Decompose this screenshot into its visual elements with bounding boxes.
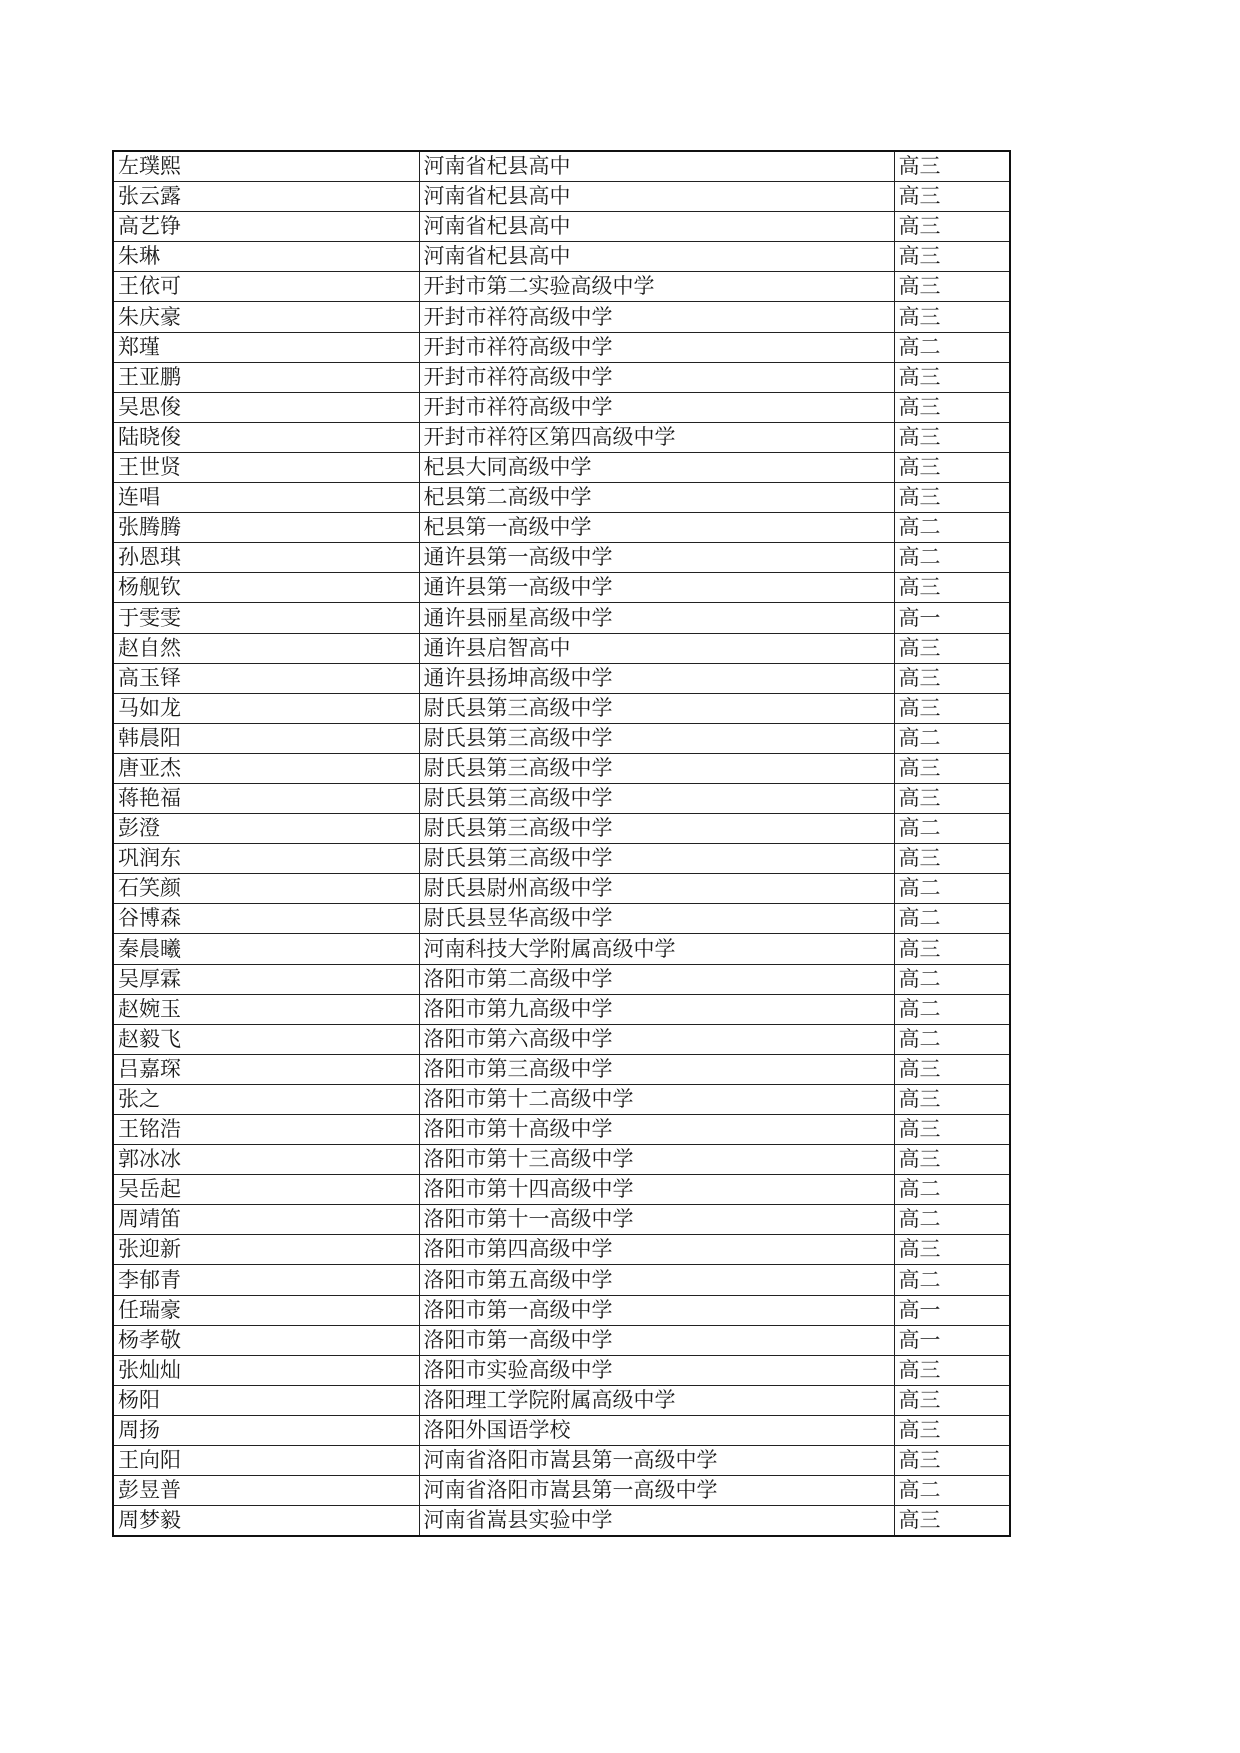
school-name-cell: 洛阳市第九高级中学	[419, 994, 894, 1024]
student-roster-table	[112, 150, 1011, 1537]
student-name-cell: 张之	[113, 1084, 419, 1114]
student-name-cell: 张迎新	[113, 1235, 419, 1265]
school-name-cell: 河南省洛阳市嵩县第一高级中学	[419, 1476, 894, 1506]
grade-cell: 高三	[894, 362, 1010, 392]
grade-cell: 高三	[894, 1115, 1010, 1145]
school-name-cell: 开封市祥符区第四高级中学	[419, 422, 894, 452]
school-name-cell: 开封市第二实验高级中学	[419, 272, 894, 302]
table-row	[113, 1295, 1010, 1325]
table-row	[113, 1175, 1010, 1205]
school-name-cell: 尉氏县昱华高级中学	[419, 904, 894, 934]
student-name-cell: 蒋艳福	[113, 783, 419, 813]
grade-cell: 高三	[894, 1385, 1010, 1415]
student-name-cell: 王依可	[113, 272, 419, 302]
grade-cell: 高三	[894, 573, 1010, 603]
grade-cell: 高二	[894, 814, 1010, 844]
school-name-cell: 洛阳市第五高级中学	[419, 1265, 894, 1295]
table-row	[113, 452, 1010, 482]
school-name-cell: 尉氏县第三高级中学	[419, 753, 894, 783]
student-name-cell: 高玉铎	[113, 663, 419, 693]
grade-cell: 高三	[894, 422, 1010, 452]
student-name-cell: 吕嘉琛	[113, 1054, 419, 1084]
student-name-cell: 郑瑾	[113, 332, 419, 362]
school-name-cell: 河南省杞县高中	[419, 182, 894, 212]
grade-cell: 高三	[894, 1415, 1010, 1445]
student-name-cell: 张云露	[113, 182, 419, 212]
table-row	[113, 302, 1010, 332]
table-row	[113, 633, 1010, 663]
grade-cell: 高三	[894, 182, 1010, 212]
grade-cell: 高三	[894, 1145, 1010, 1175]
table-row	[113, 1084, 1010, 1114]
student-name-cell: 王铭浩	[113, 1115, 419, 1145]
school-name-cell: 洛阳理工学院附属高级中学	[419, 1385, 894, 1415]
table-row	[113, 1355, 1010, 1385]
school-name-cell: 洛阳市第十高级中学	[419, 1115, 894, 1145]
grade-cell: 高三	[894, 151, 1010, 182]
student-name-cell: 高艺铮	[113, 212, 419, 242]
school-name-cell: 河南省洛阳市嵩县第一高级中学	[419, 1446, 894, 1476]
grade-cell: 高二	[894, 1265, 1010, 1295]
grade-cell: 高三	[894, 663, 1010, 693]
grade-cell: 高三	[894, 1355, 1010, 1385]
table-row	[113, 272, 1010, 302]
grade-cell: 高三	[894, 392, 1010, 422]
student-name-cell: 秦晨曦	[113, 934, 419, 964]
table-row	[113, 1506, 1010, 1537]
table-row	[113, 483, 1010, 513]
grade-cell: 高三	[894, 212, 1010, 242]
table-row	[113, 844, 1010, 874]
school-name-cell: 通许县第一高级中学	[419, 573, 894, 603]
school-name-cell: 河南省杞县高中	[419, 242, 894, 272]
student-name-cell: 马如龙	[113, 693, 419, 723]
school-name-cell: 通许县丽星高级中学	[419, 603, 894, 633]
student-name-cell: 连唱	[113, 483, 419, 513]
school-name-cell: 通许县启智高中	[419, 633, 894, 663]
table-row	[113, 964, 1010, 994]
school-name-cell: 洛阳市第十一高级中学	[419, 1205, 894, 1235]
table-row	[113, 663, 1010, 693]
table-row	[113, 242, 1010, 272]
table-row	[113, 753, 1010, 783]
student-name-cell: 杨舰钦	[113, 573, 419, 603]
student-name-cell: 赵自然	[113, 633, 419, 663]
table-row	[113, 543, 1010, 573]
table-row	[113, 994, 1010, 1024]
student-name-cell: 王亚鹏	[113, 362, 419, 392]
grade-cell: 高三	[894, 693, 1010, 723]
table-row	[113, 151, 1010, 182]
school-name-cell: 尉氏县第三高级中学	[419, 723, 894, 753]
table-row	[113, 1385, 1010, 1415]
student-name-cell: 彭昱普	[113, 1476, 419, 1506]
school-name-cell: 开封市祥符高级中学	[419, 362, 894, 392]
school-name-cell: 洛阳市第一高级中学	[419, 1325, 894, 1355]
school-name-cell: 开封市祥符高级中学	[419, 332, 894, 362]
table-row	[113, 934, 1010, 964]
school-name-cell: 洛阳市第六高级中学	[419, 1024, 894, 1054]
school-name-cell: 洛阳市第四高级中学	[419, 1235, 894, 1265]
grade-cell: 高二	[894, 1476, 1010, 1506]
school-name-cell: 尉氏县第三高级中学	[419, 693, 894, 723]
student-name-cell: 石笑颜	[113, 874, 419, 904]
student-name-cell: 周梦毅	[113, 1506, 419, 1537]
table-row	[113, 1205, 1010, 1235]
table-row	[113, 1446, 1010, 1476]
grade-cell: 高一	[894, 603, 1010, 633]
grade-cell: 高三	[894, 1084, 1010, 1114]
grade-cell: 高三	[894, 1446, 1010, 1476]
school-name-cell: 尉氏县第三高级中学	[419, 783, 894, 813]
student-name-cell: 彭澄	[113, 814, 419, 844]
table-row	[113, 783, 1010, 813]
student-name-cell: 朱琳	[113, 242, 419, 272]
student-name-cell: 朱庆豪	[113, 302, 419, 332]
table-row	[113, 1145, 1010, 1175]
grade-cell: 高二	[894, 723, 1010, 753]
school-name-cell: 开封市祥符高级中学	[419, 392, 894, 422]
student-name-cell: 赵婉玉	[113, 994, 419, 1024]
student-name-cell: 王世贤	[113, 452, 419, 482]
student-name-cell: 韩晨阳	[113, 723, 419, 753]
table-row	[113, 1325, 1010, 1355]
table-row	[113, 1415, 1010, 1445]
roster-body	[113, 151, 1010, 1536]
table-row	[113, 1476, 1010, 1506]
student-name-cell: 杨孝敬	[113, 1325, 419, 1355]
student-name-cell: 陆晓俊	[113, 422, 419, 452]
table-row	[113, 603, 1010, 633]
school-name-cell: 河南科技大学附属高级中学	[419, 934, 894, 964]
table-row	[113, 693, 1010, 723]
student-name-cell: 左璞熙	[113, 151, 419, 182]
school-name-cell: 洛阳外国语学校	[419, 1415, 894, 1445]
school-name-cell: 洛阳市第十三高级中学	[419, 1145, 894, 1175]
student-name-cell: 吴厚霖	[113, 964, 419, 994]
grade-cell: 高二	[894, 964, 1010, 994]
school-name-cell: 尉氏县第三高级中学	[419, 814, 894, 844]
student-name-cell: 张腾腾	[113, 513, 419, 543]
grade-cell: 高一	[894, 1325, 1010, 1355]
grade-cell: 高三	[894, 934, 1010, 964]
school-name-cell: 河南省嵩县实验中学	[419, 1506, 894, 1537]
grade-cell: 高三	[894, 483, 1010, 513]
grade-cell: 高三	[894, 633, 1010, 663]
student-name-cell: 李郁青	[113, 1265, 419, 1295]
student-name-cell: 任瑞豪	[113, 1295, 419, 1325]
grade-cell: 高三	[894, 844, 1010, 874]
school-name-cell: 洛阳市第三高级中学	[419, 1054, 894, 1084]
school-name-cell: 洛阳市实验高级中学	[419, 1355, 894, 1385]
student-name-cell: 王向阳	[113, 1446, 419, 1476]
grade-cell: 高三	[894, 1235, 1010, 1265]
table-row	[113, 1054, 1010, 1084]
table-row	[113, 1235, 1010, 1265]
table-row	[113, 422, 1010, 452]
table-row	[113, 362, 1010, 392]
student-name-cell: 唐亚杰	[113, 753, 419, 783]
school-name-cell: 洛阳市第十四高级中学	[419, 1175, 894, 1205]
table-row	[113, 513, 1010, 543]
table-row	[113, 814, 1010, 844]
student-name-cell: 郭冰冰	[113, 1145, 419, 1175]
table-row	[113, 212, 1010, 242]
grade-cell: 高三	[894, 302, 1010, 332]
grade-cell: 高二	[894, 994, 1010, 1024]
grade-cell: 高三	[894, 783, 1010, 813]
table-row	[113, 182, 1010, 212]
school-name-cell: 杞县第一高级中学	[419, 513, 894, 543]
student-name-cell: 于雯雯	[113, 603, 419, 633]
grade-cell: 高三	[894, 452, 1010, 482]
school-name-cell: 河南省杞县高中	[419, 212, 894, 242]
table-row	[113, 874, 1010, 904]
student-name-cell: 孙恩琪	[113, 543, 419, 573]
school-name-cell: 通许县扬坤高级中学	[419, 663, 894, 693]
student-name-cell: 吴思俊	[113, 392, 419, 422]
school-name-cell: 洛阳市第十二高级中学	[419, 1084, 894, 1114]
grade-cell: 高二	[894, 904, 1010, 934]
grade-cell: 高三	[894, 753, 1010, 783]
school-name-cell: 开封市祥符高级中学	[419, 302, 894, 332]
school-name-cell: 杞县大同高级中学	[419, 452, 894, 482]
grade-cell: 高二	[894, 543, 1010, 573]
grade-cell: 高三	[894, 272, 1010, 302]
school-name-cell: 杞县第二高级中学	[419, 483, 894, 513]
grade-cell: 高二	[894, 1205, 1010, 1235]
student-name-cell: 谷博森	[113, 904, 419, 934]
school-name-cell: 洛阳市第二高级中学	[419, 964, 894, 994]
grade-cell: 高二	[894, 332, 1010, 362]
grade-cell: 高一	[894, 1295, 1010, 1325]
grade-cell: 高三	[894, 1506, 1010, 1537]
student-name-cell: 周扬	[113, 1415, 419, 1445]
grade-cell: 高三	[894, 1054, 1010, 1084]
school-name-cell: 河南省杞县高中	[419, 151, 894, 182]
table-row	[113, 723, 1010, 753]
school-name-cell: 尉氏县尉州高级中学	[419, 874, 894, 904]
student-name-cell: 周靖笛	[113, 1205, 419, 1235]
student-name-cell: 吴岳起	[113, 1175, 419, 1205]
student-name-cell: 张灿灿	[113, 1355, 419, 1385]
grade-cell: 高二	[894, 874, 1010, 904]
table-row	[113, 904, 1010, 934]
table-row	[113, 573, 1010, 603]
school-name-cell: 尉氏县第三高级中学	[419, 844, 894, 874]
student-name-cell: 巩润东	[113, 844, 419, 874]
school-name-cell: 洛阳市第一高级中学	[419, 1295, 894, 1325]
student-name-cell: 赵毅飞	[113, 1024, 419, 1054]
table-row	[113, 1115, 1010, 1145]
table-row	[113, 1265, 1010, 1295]
table-row	[113, 1024, 1010, 1054]
grade-cell: 高二	[894, 513, 1010, 543]
student-name-cell: 杨阳	[113, 1385, 419, 1415]
grade-cell: 高三	[894, 242, 1010, 272]
table-row	[113, 392, 1010, 422]
grade-cell: 高二	[894, 1024, 1010, 1054]
school-name-cell: 通许县第一高级中学	[419, 543, 894, 573]
table-row	[113, 332, 1010, 362]
grade-cell: 高二	[894, 1175, 1010, 1205]
